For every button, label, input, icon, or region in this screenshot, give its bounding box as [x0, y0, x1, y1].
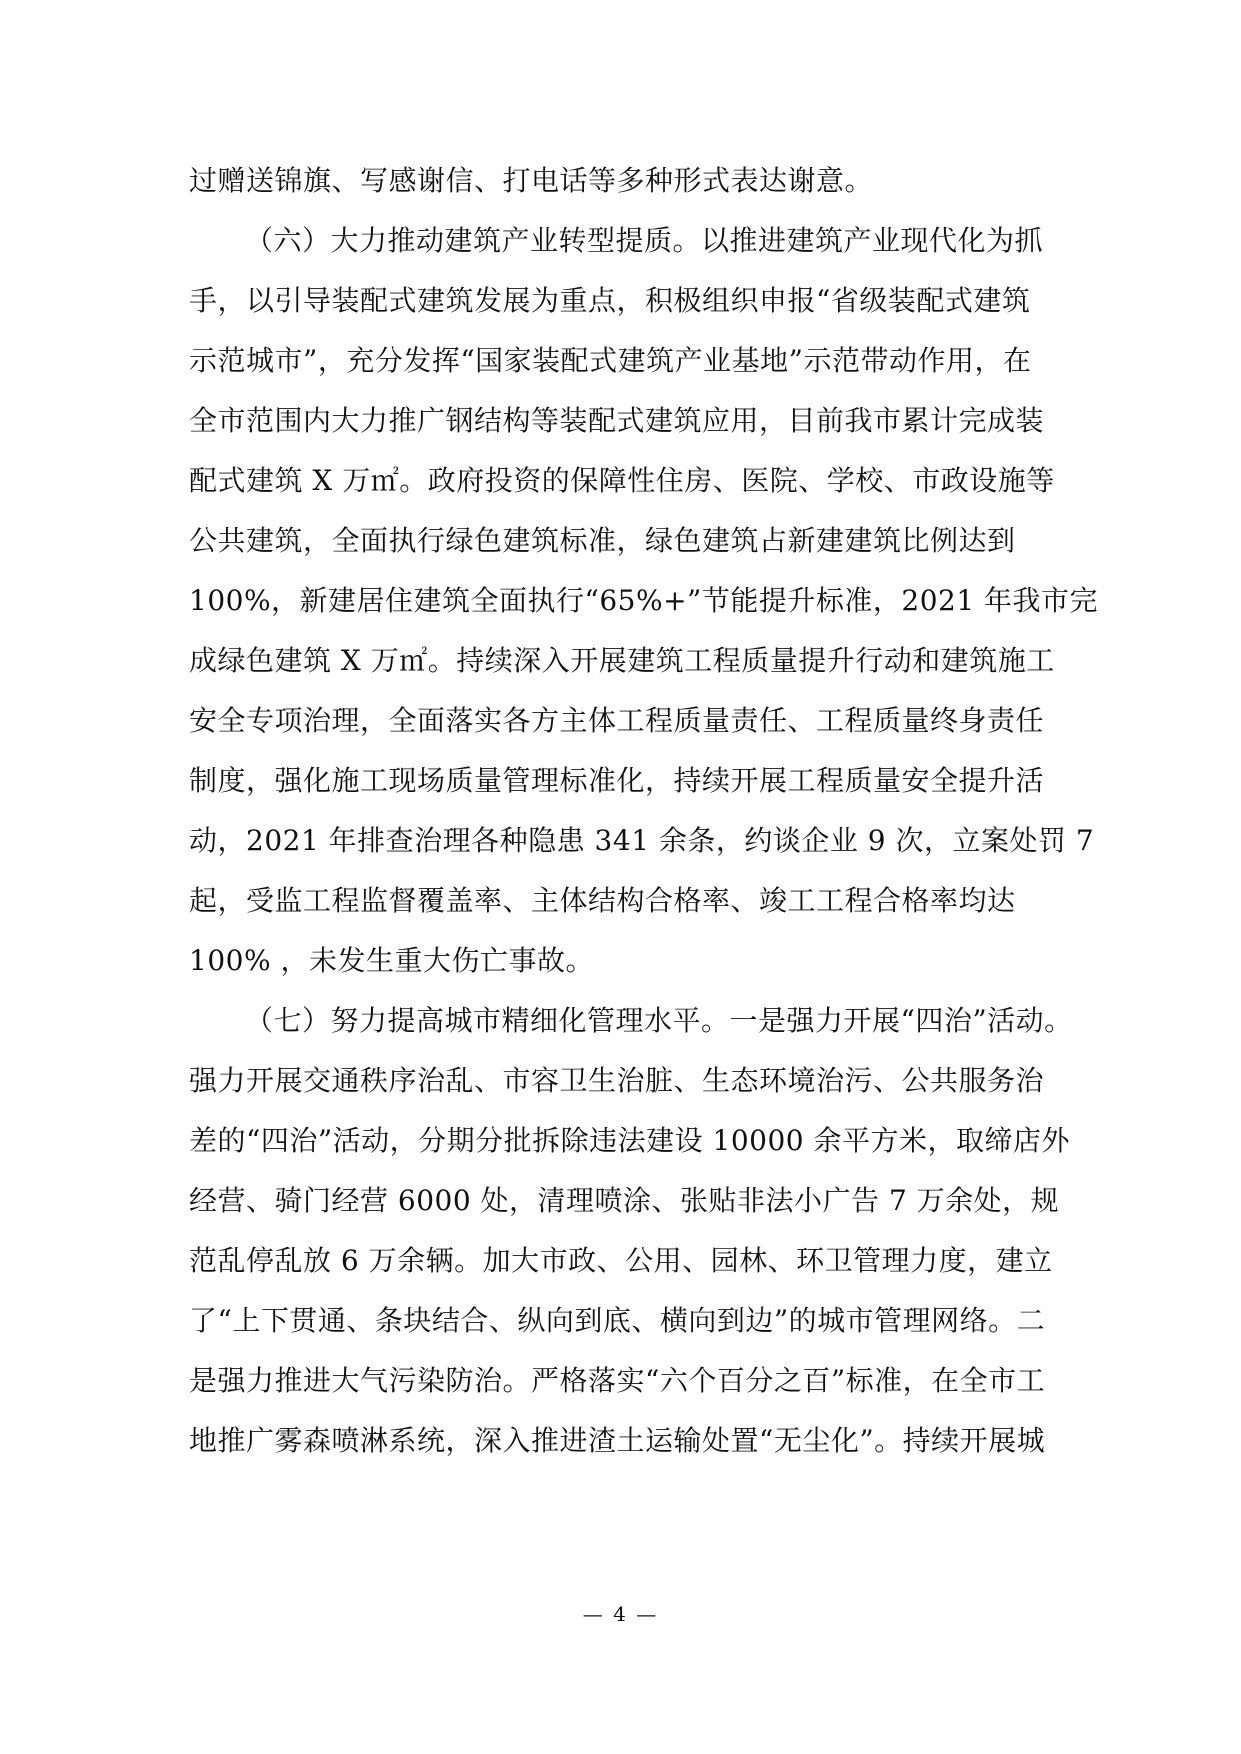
text-line: 示范城市”，充分发挥“国家装配式建筑产业基地”示范带动作用，在 — [189, 344, 1032, 377]
text-line: 全市范围内大力推广钢结构等装配式建筑应用，目前我市累计完成装 — [189, 404, 1045, 437]
text-line: 范乱停乱放 6 万余辆。加大市政、公用、园林、环卫管理力度，建立 — [189, 1244, 1053, 1277]
text-line: 100% ，未发生重大伤亡事故。 — [189, 944, 594, 977]
text-line: 了“上下贯通、条块结合、纵向到底、横向到边”的城市管理网络。二 — [189, 1304, 1046, 1337]
page-number: — 4 — — [582, 1602, 659, 1626]
text-line: 地推广雾森喷淋系统，深入推进渣土运输处置“无尘化”。持续开展城 — [189, 1424, 1046, 1457]
text-line: 配式建筑 X 万㎡。政府投资的保障性住房、医院、学校、市政设施等 — [189, 464, 1055, 497]
text-line: 动，2021 年排查治理各种隐患 341 余条，约谈企业 9 次，立案处罚 7 — [189, 824, 1095, 857]
text-line: 手，以引导装配式建筑发展为重点，积极组织申报“省级装配式建筑 — [189, 284, 1031, 317]
text-line: 是强力推进大气污染防治。严格落实“六个百分之百”标准，在全市工 — [189, 1364, 1046, 1397]
text-line: 起，受监工程监督覆盖率、主体结构合格率、竣工工程合格率均达 — [189, 884, 1016, 917]
text-line: 差的“四治”活动，分期分批拆除违法建设 10000 余平方米，取缔店外 — [189, 1124, 1071, 1157]
text-line: （六）大力推动建筑产业转型提质。以推进建筑产业现代化为抓 — [245, 224, 1044, 257]
text-line: 经营、骑门经营 6000 处，清理喷涂、张贴非法小广告 7 万余处，规 — [189, 1184, 1060, 1217]
text-line: 成绿色建筑 X 万㎡。持续深入开展建筑工程质量提升行动和建筑施工 — [189, 644, 1055, 677]
text-line: 制度，强化施工现场质量管理标准化，持续开展工程质量安全提升活 — [189, 764, 1045, 797]
text-line: 强力开展交通秩序治乱、市容卫生治脏、生态环境治污、公共服务治 — [189, 1064, 1045, 1097]
text-line: （七）努力提高城市精细化管理水平。一是强力开展“四治”活动。 — [245, 1004, 1073, 1037]
text-line: 公共建筑，全面执行绿色建筑标准，绿色建筑占新建建筑比例达到 — [189, 524, 1016, 557]
text-line: 安全专项治理，全面落实各方主体工程质量责任、工程质量终身责任 — [189, 704, 1045, 737]
text-line: 100%，新建居住建筑全面执行“65%+”节能提升标准，2021 年我市完 — [189, 584, 1099, 617]
text-line: 过赠送锦旗、写感谢信、打电话等多种形式表达谢意。 — [189, 164, 874, 197]
